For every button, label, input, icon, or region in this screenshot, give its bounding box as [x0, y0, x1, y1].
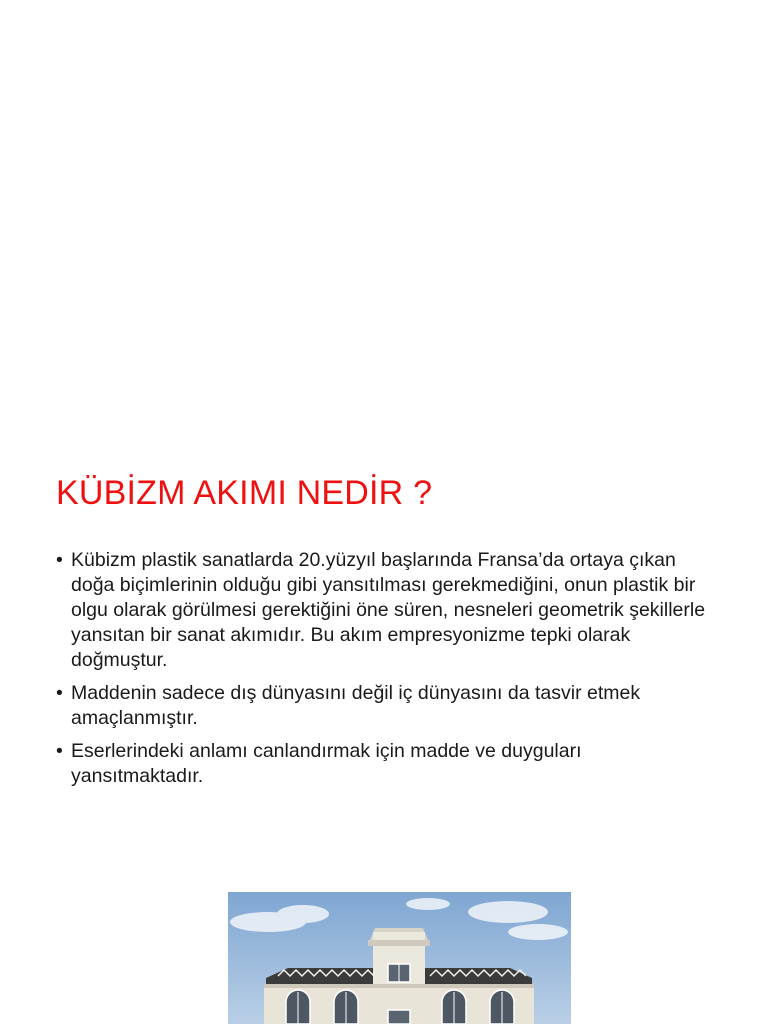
bullet-item: • Eserlerindeki anlamı canlandırmak için madde ve duyguları yansıtmaktadır. [56, 739, 716, 789]
bullet-list [56, 548, 716, 797]
building-illustration [228, 892, 571, 1024]
bullet-item: • Maddenin sadece dış dünyasını değil iç dünyasını da tasvir etmek amaçlanmıştır. [56, 681, 716, 731]
cubist-building-photo [228, 892, 571, 1024]
bullet-item: • Kübizm plastik sanatlarda 20.yüzyıl başlarında Fransa’da ortaya çıkan doğa biçimlerinin olduğu gibi yansıtılması gerekmediğini, onun plastik bir olgu olarak görülmesi gerektiğini öne süren, nesneleri geometrik şekillerle yansıtan bir sanat akımıdır. Bu akım empresyonizme tepki olarak doğmuştur. [56, 548, 716, 673]
slide-title: KÜBİZM AKIMI NEDİR ? [56, 474, 433, 512]
